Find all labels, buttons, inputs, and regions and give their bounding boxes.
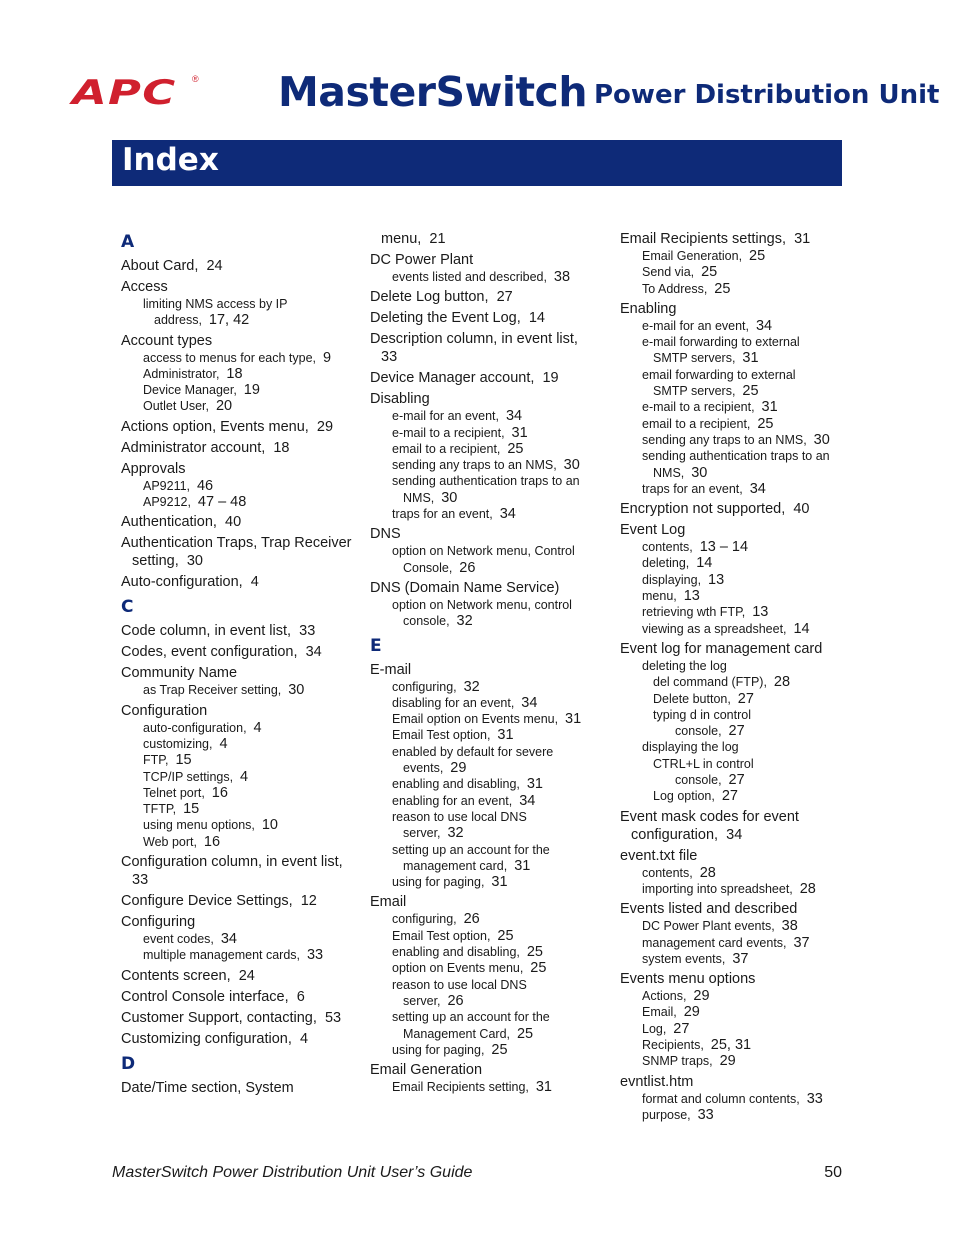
index-subentry: system events, 37 <box>642 950 749 967</box>
index-entry: Authentication, 40 <box>121 514 242 531</box>
index-subentry: Email Recipients setting, 31 <box>392 1079 552 1096</box>
index-subentry: reason to use local DNS server, 32 <box>392 809 527 842</box>
page-number: 50 <box>824 1164 842 1181</box>
index-subentry: Device Manager, 19 <box>143 382 260 399</box>
index-subsubentry: Delete button, 27 <box>653 690 754 707</box>
index-entry: Description column, in event list, 33 <box>370 331 578 366</box>
index-entry: Actions option, Events menu, 29 <box>121 418 334 435</box>
letter-heading-d: D <box>121 1053 136 1074</box>
index-subentry: multiple management cards, 33 <box>143 947 324 964</box>
index-subentry: configuring, 26 <box>392 911 480 928</box>
index-subentry: Recipients, 25, 31 <box>642 1036 752 1053</box>
index-subentry: using for paging, 25 <box>392 1041 508 1058</box>
index-subentry: reason to use local DNS server, 26 <box>392 977 527 1009</box>
index-subentry: e-mail for an event, 34 <box>642 317 773 334</box>
index-subentry: auto-configuration, 4 <box>143 719 262 736</box>
index-entry: About Card, 24 <box>121 258 223 274</box>
footer-guide-title: MasterSwitch Power Distribution Unit User’s Guide <box>112 1164 473 1181</box>
product-name: MasterSwitch <box>278 68 588 116</box>
index-subentry: Actions, 29 <box>642 988 710 1005</box>
index-subentry: FTP, 15 <box>143 752 192 769</box>
index-subentry: option on Network menu, control console, 32 <box>392 597 572 630</box>
index-column-2 <box>370 230 602 1095</box>
index-subentry: displaying, 13 <box>642 571 725 588</box>
index-entry: Contents screen, 24 <box>121 967 255 984</box>
index-subentry: Administrator, 18 <box>143 365 243 382</box>
index-subsubentry: Log option, 27 <box>653 788 738 805</box>
index-subentry: traps for an event, 34 <box>392 506 516 523</box>
index-entry: Enabling <box>620 300 677 317</box>
index-subentry: DC Power Plant events, 38 <box>642 918 798 935</box>
index-entry: Device Manager account, 19 <box>370 370 559 387</box>
index-column-3 <box>620 230 852 1123</box>
index-subentry: TFTP, 15 <box>143 801 200 818</box>
index-subentry: email forwarding to external SMTP servers, 25 <box>642 367 796 400</box>
registered-mark: ® <box>192 74 199 84</box>
index-subsubentry: CTRL+L in control console, 27 <box>653 756 754 789</box>
index-subentry: limiting NMS access by IP address, 17, 42 <box>143 297 288 329</box>
index-entry: Email Generation <box>370 1062 483 1079</box>
index-entry: Customer Support, contacting, 53 <box>121 1009 342 1026</box>
index-entry: Disabling <box>370 391 430 408</box>
index-subentry: enabling for an event, 34 <box>392 792 536 809</box>
index-subentry: as Trap Receiver setting, 30 <box>143 682 305 699</box>
index-subentry: enabled by default for severe events, 29 <box>392 744 554 777</box>
index-entry: Event Log <box>620 522 686 539</box>
index-subentry: Outlet User, 20 <box>143 398 233 415</box>
index-entry-continued: menu, 21 <box>381 231 446 247</box>
apc-logo: APC <box>72 73 177 113</box>
index-subentry: Email Generation, 25 <box>642 248 766 264</box>
index-subentry: sending authentication traps to an NMS, 30 <box>392 474 580 506</box>
index-subentry: enabling and disabling, 31 <box>392 776 543 793</box>
index-subentry: event codes, 34 <box>143 931 237 948</box>
index-subentry: setting up an account for the Management Card, 25 <box>392 1010 550 1042</box>
index-subentry: sending authentication traps to an NMS, 30 <box>642 449 830 481</box>
index-subentry: displaying the log <box>642 740 739 755</box>
index-entry: Events menu options <box>620 971 756 988</box>
index-subentry: events listed and described, 38 <box>392 269 571 285</box>
index-subentry: customizing, 4 <box>143 735 228 752</box>
index-subentry: using for paging, 31 <box>392 874 508 891</box>
index-subentry: contents, 13 – 14 <box>642 539 749 556</box>
index-subentry: AP9212, 47 – 48 <box>143 494 247 511</box>
index-entry: Date/Time section, System <box>121 1079 294 1096</box>
letter-heading-a: A <box>121 232 135 252</box>
section-banner <box>112 140 842 186</box>
index-entry: Configure Device Settings, 12 <box>121 893 317 910</box>
index-subsubentry: del command (FTP), 28 <box>653 674 791 691</box>
index-subentry: e-mail for an event, 34 <box>392 408 523 425</box>
index-subentry: TCP/IP settings, 4 <box>143 768 249 785</box>
index-subentry: option on Events menu, 25 <box>392 960 547 977</box>
index-subentry: deleting the log <box>642 658 727 673</box>
index-subentry: menu, 13 <box>642 588 700 605</box>
index-subentry: e-mail to a recipient, 31 <box>642 399 778 416</box>
index-entry: Code column, in event list, 33 <box>121 623 316 640</box>
index-entry: DC Power Plant <box>370 252 474 268</box>
index-subentry: contents, 28 <box>642 864 716 881</box>
letter-heading-c: C <box>121 597 134 618</box>
index-entry: Event log for management card <box>620 640 823 657</box>
index-entry: Email Recipients settings, 31 <box>620 231 811 247</box>
index-column-1 <box>121 230 353 1097</box>
index-entry: Email <box>370 894 407 911</box>
index-subentry: Email Test option, 25 <box>392 927 514 944</box>
index-subentry: e-mail to a recipient, 31 <box>392 424 528 441</box>
index-subentry: setting up an account for the management card, 31 <box>392 842 550 874</box>
index-entry: Account types <box>121 332 213 349</box>
index-subentry: sending any traps to an NMS, 30 <box>642 431 830 448</box>
index-subentry: sending any traps to an NMS, 30 <box>392 457 580 474</box>
index-subentry: deleting, 14 <box>642 555 713 572</box>
page-title: Index <box>122 142 219 178</box>
index-subentry: disabling for an event, 34 <box>392 694 538 711</box>
index-subentry: email to a recipient, 25 <box>642 415 774 432</box>
index-entry: Auto-configuration, 4 <box>121 574 259 591</box>
index-subsubentry: typing d in control console, 27 <box>653 707 751 740</box>
index-subentry: management card events, 37 <box>642 934 810 951</box>
index-entry: Configuration column, in event list, 33 <box>121 854 343 889</box>
index-subentry: Email Test option, 31 <box>392 727 514 744</box>
index-subentry: email to a recipient, 25 <box>392 440 524 457</box>
index-entry: Deleting the Event Log, 14 <box>370 310 545 327</box>
index-entry: Community Name <box>121 665 238 682</box>
index-subentry: option on Network menu, Control Console, 26 <box>392 544 575 576</box>
index-entry: Configuring <box>121 914 196 931</box>
index-subentry: Email, 29 <box>642 1004 700 1021</box>
index-entry: E-mail <box>370 661 412 678</box>
index-subentry: Email option on Events menu, 31 <box>392 711 582 728</box>
index-subentry: importing into spreadsheet, 28 <box>642 880 816 897</box>
index-subentry: viewing as a spreadsheet, 14 <box>642 620 810 637</box>
index-entry: Event mask codes for event configuration, 34 <box>620 808 799 843</box>
index-subentry: SNMP traps, 29 <box>642 1053 736 1070</box>
index-entry: DNS <box>370 526 401 543</box>
index-subentry: format and column contents, 33 <box>642 1090 823 1107</box>
index-entry: Events listed and described <box>620 901 798 918</box>
index-entry: Encryption not supported, 40 <box>620 501 810 518</box>
index-subentry: using menu options, 10 <box>143 817 278 834</box>
index-subentry: Telnet port, 16 <box>143 784 228 801</box>
index-entry: Control Console interface, 6 <box>121 988 305 1005</box>
index-subentry: enabling and disabling, 25 <box>392 944 543 961</box>
index-entry: Authentication Traps, Trap Receiver setting, 30 <box>121 535 352 570</box>
index-entry: event.txt file <box>620 847 698 864</box>
index-entry: Codes, event configuration, 34 <box>121 644 322 661</box>
product-subtitle: Power Distribution Unit <box>594 80 940 110</box>
index-subentry: To Address, 25 <box>642 280 731 297</box>
index-entry: Access <box>121 279 168 295</box>
index-entry: Customizing configuration, 4 <box>121 1030 309 1047</box>
index-entry: Delete Log button, 27 <box>370 289 513 306</box>
index-subentry: purpose, 33 <box>642 1106 714 1123</box>
index-subentry: Web port, 16 <box>143 833 221 850</box>
index-subentry: access to menus for each type, 9 <box>143 349 332 366</box>
index-subentry: traps for an event, 34 <box>642 480 766 497</box>
index-entry: Approvals <box>121 460 186 477</box>
index-subentry: Send via, 25 <box>642 264 718 281</box>
index-entry: Configuration <box>121 702 208 719</box>
index-subentry: AP9211, 46 <box>143 477 214 494</box>
index-subentry: retrieving wth FTP, 13 <box>642 604 769 621</box>
index-entry: DNS (Domain Name Service) <box>370 579 560 596</box>
index-entry: evntlist.htm <box>620 1073 694 1090</box>
index-subentry: Log, 27 <box>642 1020 690 1037</box>
letter-heading-e: E <box>370 635 382 656</box>
index-subentry: configuring, 32 <box>392 678 480 695</box>
index-entry: Administrator account, 18 <box>121 439 290 456</box>
index-subentry: e-mail forwarding to external SMTP servers, 31 <box>642 335 800 367</box>
